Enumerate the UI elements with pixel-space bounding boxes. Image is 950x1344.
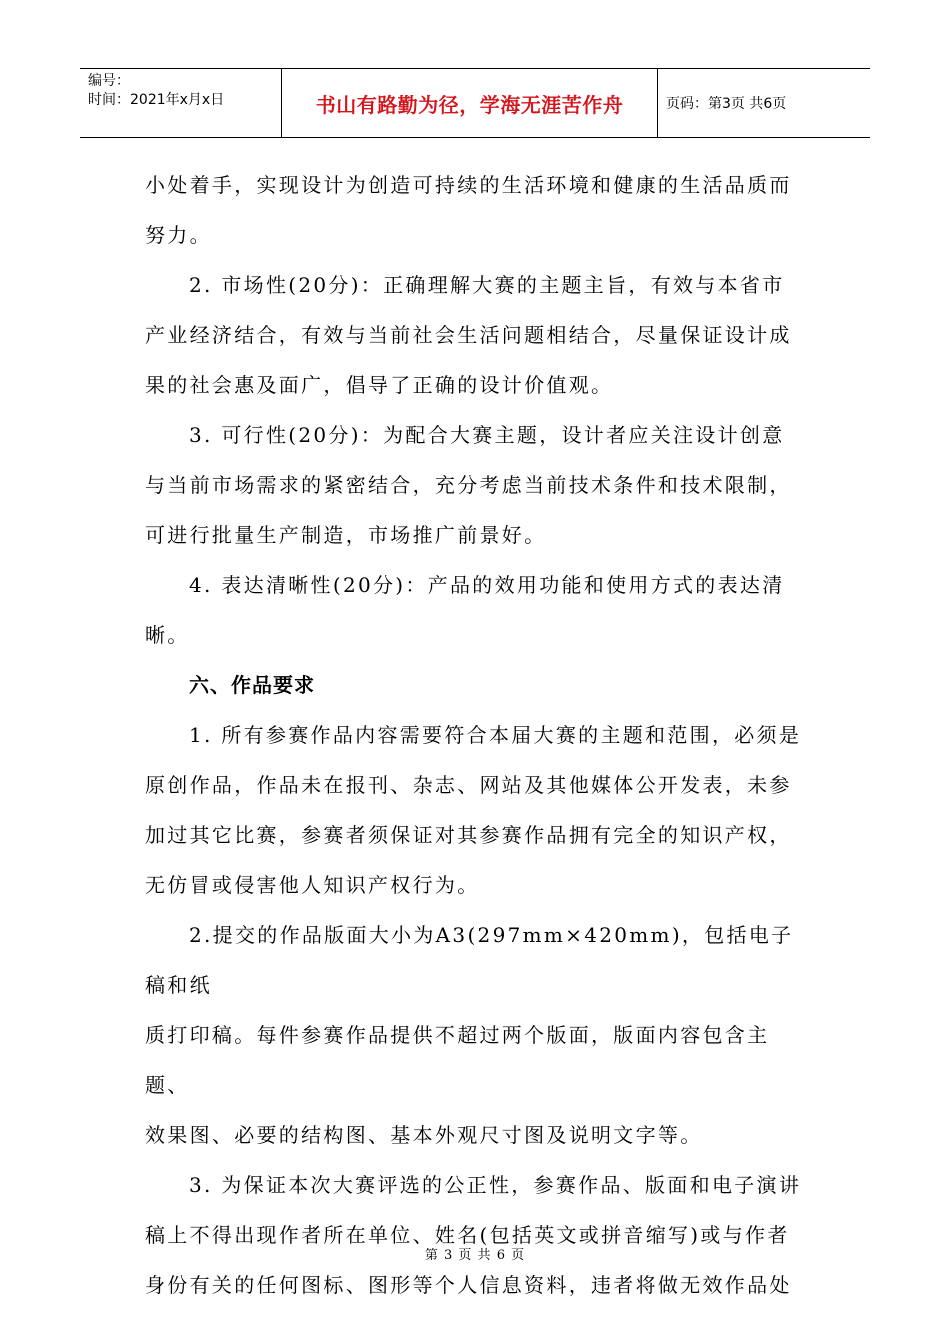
text-line: 可进行批量生产制造，市场推广前景好。 [145, 523, 547, 547]
paragraph-requirement-3 [145, 1160, 805, 1310]
text-line: 2. 市场性(20分)：正确理解大赛的主题主旨，有效与本省市 [189, 273, 785, 297]
header-motto-cell [282, 69, 658, 137]
text-line: 加过其它比赛，参赛者须保证对其参赛作品拥有完全的知识产权， [145, 823, 792, 847]
text-line: 小处着手，实现设计为创造可持续的生活环境和健康的生活品质而 [145, 173, 792, 197]
text-line: 与当前市场需求的紧密结合，充分考虑当前技术条件和技术限制， [145, 473, 792, 497]
text-line: 晰。 [145, 623, 190, 647]
text-line: 果的社会惠及面广，倡导了正确的设计价值观。 [145, 373, 614, 397]
text-line: 效果图、必要的结构图、基本外观尺寸图及说明文字等。 [145, 1123, 703, 1147]
text-line: 努力。 [145, 223, 212, 247]
text-line: 3. 为保证本次大赛评选的公正性，参赛作品、版面和电子演讲 [189, 1173, 802, 1197]
text-line: 原创作品，作品未在报刊、杂志、网站及其他媒体公开发表，未参 [145, 773, 792, 797]
page-code-text: 页码：第3页 共6页 [666, 96, 787, 112]
document-number-label: 编号： [88, 73, 130, 89]
paragraph-clarity [145, 560, 805, 660]
text-line: 4. 表达清晰性(20分)：产品的效用功能和使用方式的表达清 [189, 573, 785, 597]
text-line: 稿上不得出现作者所在单位、姓名(包括英文或拼音缩写)或与作者 [145, 1223, 790, 1247]
text-line: 无仿冒或侵害他人知识产权行为。 [145, 873, 480, 897]
text-line: 1. 所有参赛作品内容需要符合本届大赛的主题和范围，必须是 [189, 723, 802, 747]
paragraph-requirement-1 [145, 710, 805, 910]
paragraph-feasibility [145, 410, 805, 560]
text-line: 质打印稿。每件参赛作品提供不超过两个版面，版面内容包含主题、 [145, 1023, 770, 1097]
header-page-code [658, 69, 870, 137]
text-line: 身份有关的任何图标、图形等个人信息资料，违者将做无效作品处 [145, 1273, 792, 1297]
paragraph-requirement-2 [145, 910, 805, 1160]
text-line: 3. 可行性(20分)：为配合大赛主题，设计者应关注设计创意 [189, 423, 785, 447]
document-date: 时间：2021年x月x日 [88, 92, 225, 108]
text-line: 2.提交的作品版面大小为A3(297mm×420mm)，包括电子稿和纸 [145, 923, 794, 997]
header-motto: 书山有路勤为径，学海无涯苦作舟 [315, 92, 624, 117]
header-meta [80, 69, 282, 137]
page-footer [0, 1244, 950, 1263]
page-header [80, 68, 870, 138]
paragraph [145, 160, 805, 260]
text-line: 产业经济结合，有效与当前社会生活问题相结合，尽量保证设计成 [145, 323, 792, 347]
page-number: 第 3 页 共 6 页 [424, 1248, 526, 1263]
paragraph-marketability [145, 260, 805, 410]
document-body [145, 160, 805, 1310]
section-heading: 六、作品要求 [189, 673, 315, 697]
